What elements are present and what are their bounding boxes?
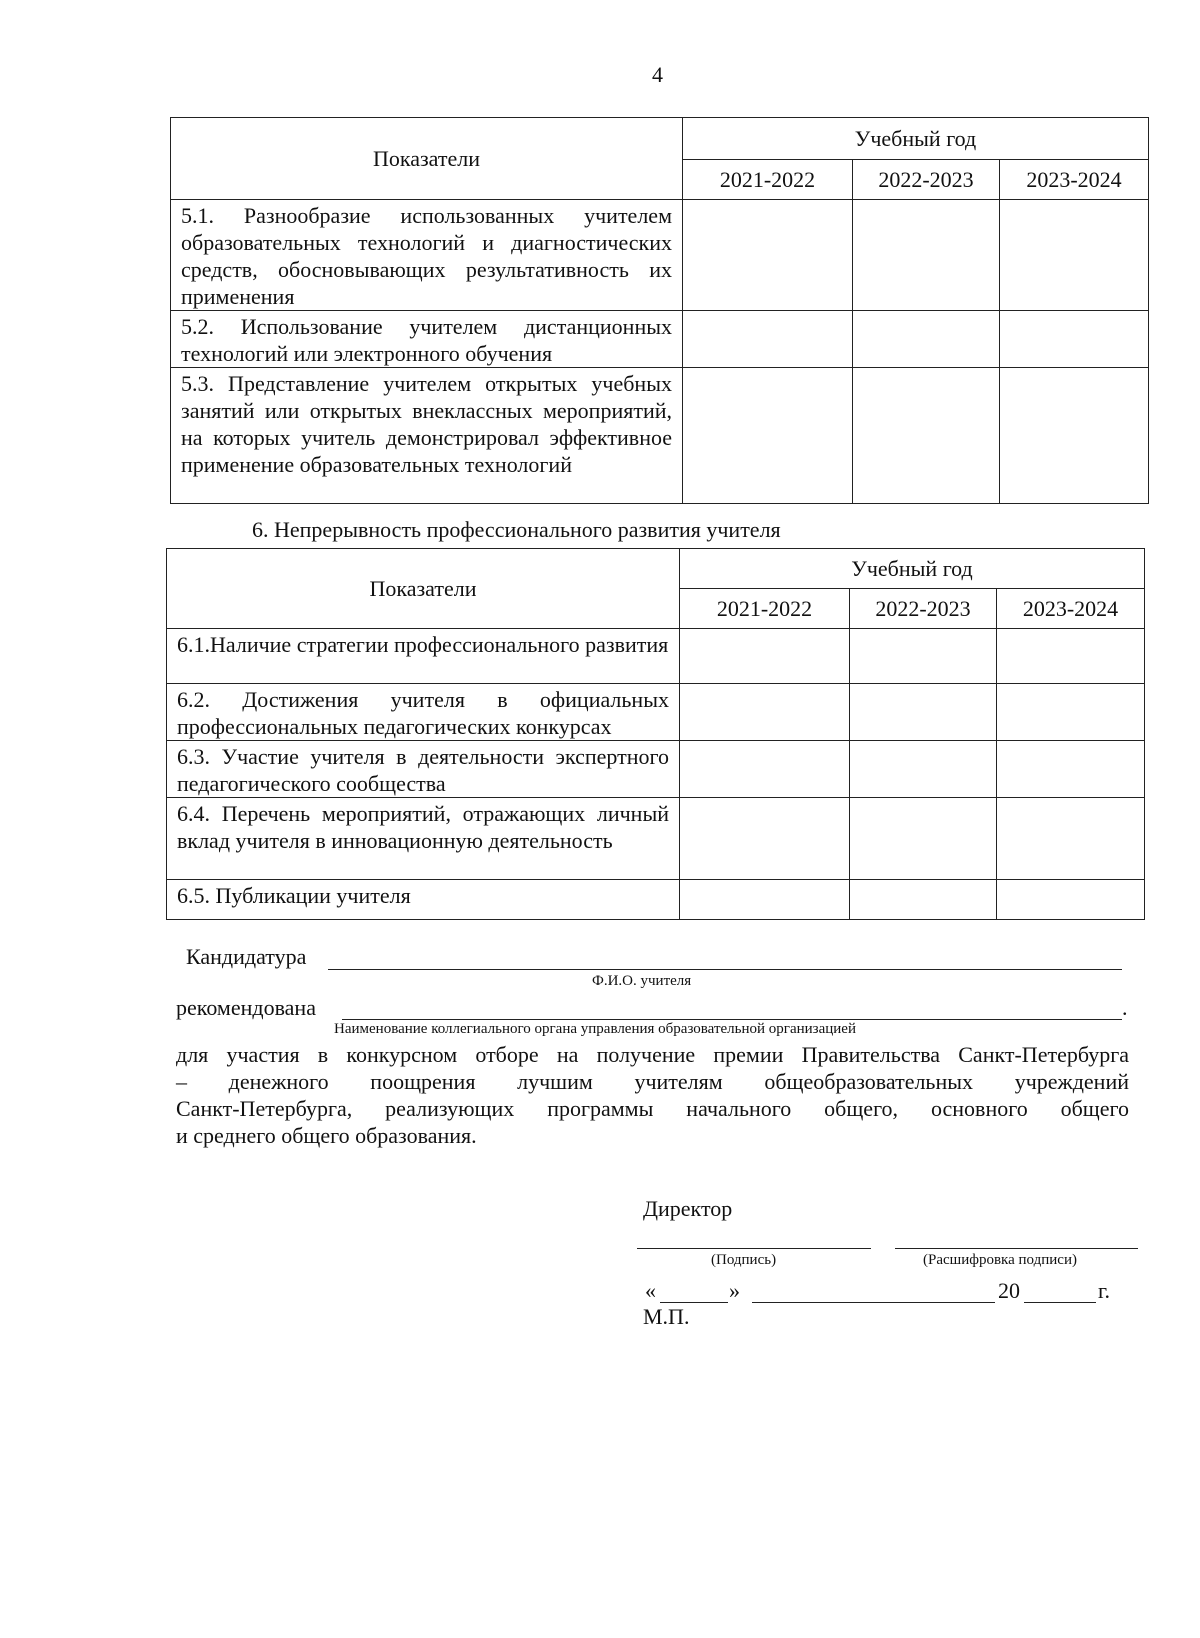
value-cell[interactable] [680, 798, 850, 880]
value-cell[interactable] [997, 684, 1145, 741]
value-cell[interactable] [683, 368, 853, 504]
value-cell[interactable] [853, 368, 1000, 504]
year-prefix: 20 [998, 1278, 1020, 1303]
signature-decoding-field[interactable] [895, 1248, 1138, 1249]
recommended-end-mark: . [1122, 995, 1128, 1020]
value-cell[interactable] [850, 798, 997, 880]
year-column-header: 2023-2024 [1000, 160, 1149, 200]
date-day-field[interactable] [660, 1302, 728, 1303]
indicator-cell: 6.1.Наличие стратегии профессионального развития [167, 629, 680, 684]
year-column-header: 2022-2023 [850, 589, 997, 629]
signature-field[interactable] [637, 1248, 871, 1249]
school-year-header: Учебный год [680, 549, 1145, 589]
table-row [167, 741, 1145, 798]
paragraph-line: и среднего общего образования. [176, 1123, 477, 1148]
fio-caption: Ф.И.О. учителя [592, 973, 692, 989]
value-cell[interactable] [850, 629, 997, 684]
collegial-body-field[interactable] [342, 1019, 1122, 1020]
indicators-header: Показатели [167, 549, 680, 629]
paragraph-line: – денежного поощрения лучшим учителям общеобразовательных учреждений [176, 1069, 1129, 1094]
paragraph-line: Санкт-Петербурга, реализующих программы начального общего, основного общего [176, 1096, 1129, 1121]
table-row [171, 311, 1149, 368]
value-cell[interactable] [1000, 200, 1149, 311]
value-cell[interactable] [683, 311, 853, 368]
value-cell[interactable] [1000, 311, 1149, 368]
table-row [167, 880, 1145, 920]
year-column-header: 2022-2023 [853, 160, 1000, 200]
organ-caption: Наименование коллегиального органа управления образовательной организацией [334, 1021, 856, 1037]
purpose-paragraph [176, 1041, 1129, 1149]
year-column-header: 2023-2024 [997, 589, 1145, 629]
indicator-cell: 6.4. Перечень мероприятий, отражающих личный вклад учителя в инновационную деятельность [167, 798, 680, 880]
indicator-cell: 5.1. Разнообразие использованных учителем образовательных технологий и диагностических средств, обосновывающих результативность их применения [171, 200, 683, 311]
value-cell[interactable] [850, 684, 997, 741]
value-cell[interactable] [853, 311, 1000, 368]
date-close-quote: » [729, 1278, 740, 1303]
indicator-cell: 6.5. Публикации учителя [167, 880, 680, 920]
value-cell[interactable] [997, 880, 1145, 920]
indicators-table-6 [166, 548, 1145, 920]
director-label: Директор [643, 1196, 733, 1221]
table-row [167, 629, 1145, 684]
year-column-header: 2021-2022 [683, 160, 853, 200]
value-cell[interactable] [683, 200, 853, 311]
value-cell[interactable] [997, 798, 1145, 880]
value-cell[interactable] [997, 629, 1145, 684]
signature-caption: (Подпись) [711, 1252, 777, 1268]
indicator-cell: 6.3. Участие учителя в деятельности экспертного педагогического сообщества [167, 741, 680, 798]
stamp-label: М.П. [643, 1304, 690, 1329]
indicators-table-5 [170, 117, 1149, 504]
year-column-header: 2021-2022 [680, 589, 850, 629]
value-cell[interactable] [1000, 368, 1149, 504]
paragraph-line: для участия в конкурсном отборе на получение премии Правительства Санкт-Петербурга [176, 1042, 1129, 1067]
date-open-quote: « [645, 1278, 656, 1303]
indicators-header: Показатели [171, 118, 683, 200]
date-month-field[interactable] [752, 1302, 995, 1303]
value-cell[interactable] [680, 880, 850, 920]
value-cell[interactable] [680, 684, 850, 741]
value-cell[interactable] [850, 741, 997, 798]
table-row [171, 368, 1149, 504]
page-number: 4 [652, 62, 663, 87]
value-cell[interactable] [680, 741, 850, 798]
value-cell[interactable] [850, 880, 997, 920]
indicator-cell: 5.3. Представление учителем открытых учебных занятий или открытых внеклассных мероприятий, на которых учитель демонстрировал эффективное применение образовательных технологий [171, 368, 683, 504]
date-year-field[interactable] [1024, 1302, 1096, 1303]
teacher-name-field[interactable] [328, 969, 1122, 970]
value-cell[interactable] [680, 629, 850, 684]
indicator-cell: 5.2. Использование учителем дистанционных технологий или электронного обучения [171, 311, 683, 368]
decoding-caption: (Расшифровка подписи) [923, 1252, 1077, 1268]
table-row [167, 798, 1145, 880]
section-6-title: 6. Непрерывность профессионального развития учителя [252, 517, 781, 542]
table-row [171, 200, 1149, 311]
indicator-cell: 6.2. Достижения учителя в официальных профессиональных педагогических конкурсах [167, 684, 680, 741]
school-year-header: Учебный год [683, 118, 1149, 160]
year-suffix: г. [1098, 1278, 1111, 1303]
value-cell[interactable] [853, 200, 1000, 311]
value-cell[interactable] [997, 741, 1145, 798]
recommended-label: рекомендована [176, 995, 316, 1020]
candidacy-label: Кандидатура [186, 944, 307, 969]
table-row [167, 684, 1145, 741]
